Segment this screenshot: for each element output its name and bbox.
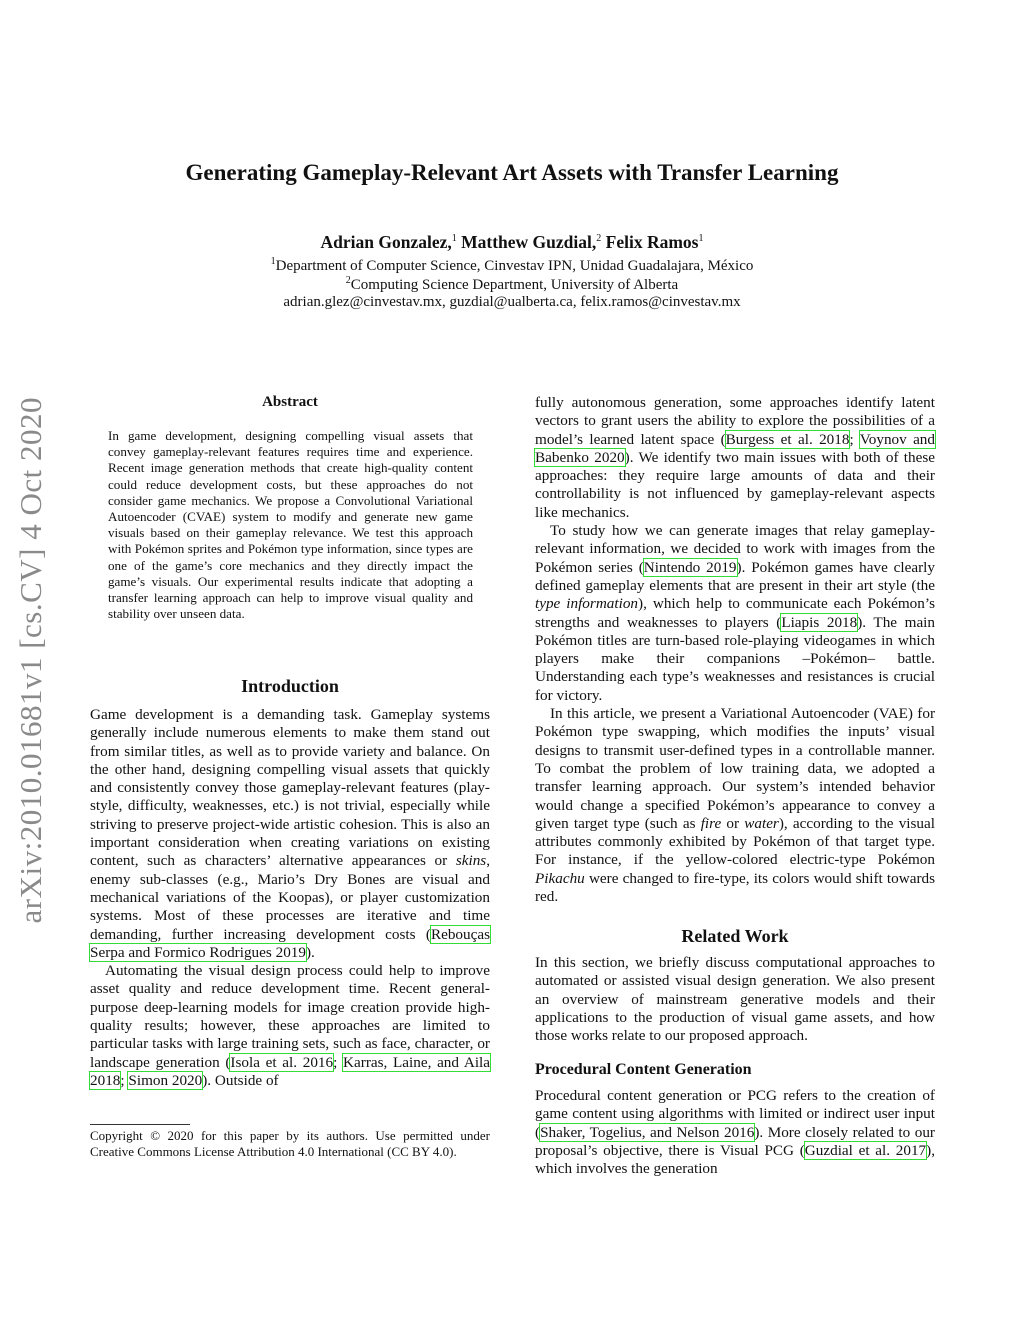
citation-link[interactable]: Nintendo 2019 — [643, 558, 737, 576]
citation-link[interactable]: Burgess et al. 2018 — [725, 430, 850, 448]
intro-p4-text-a: To study how we can generate images that relay gameplay-relevant information, we decided to work with images from the Pokémon series ( — [535, 522, 935, 576]
intro-paragraph-3 — [535, 394, 935, 522]
affiliation-1-mark: 1 — [270, 256, 276, 267]
intro-p5-text-c: were changed to fire-type, its colors would shift towards red. — [535, 869, 935, 906]
pcg-p1-text-c: ), which involves the generation — [535, 1141, 935, 1178]
citation-link[interactable]: Voynov and Babenko 2020 — [535, 430, 935, 466]
citation-separator: ; — [120, 1071, 129, 1089]
citation-link[interactable]: Liapis 2018 — [781, 613, 858, 631]
intro-paragraph-4 — [535, 522, 935, 705]
citation-link[interactable]: Rebouças Serpa and Formico Rodrigues 2019 — [90, 925, 490, 961]
intro-p5-or: or — [721, 814, 745, 832]
affiliation-1-text: Department of Computer Science, Cinvestav IPN, Unidad Guadalajara, México — [275, 258, 754, 274]
intro-p1-text-b: , enemy sub-classes (e.g., Mario’s Dry Bones are visual and mechanical variations of the Koopas), or player customization systems. Most of these processes are iterative and time demanding, further increasing development costs ( — [90, 852, 490, 943]
pcg-p1-text-a: Procedural content generation or PCG refers to the creation of game content using algorithms with limited or indirect user input ( — [535, 1087, 935, 1141]
intro-p1-emphasis: skins — [455, 852, 487, 870]
footnote-rule — [90, 1124, 190, 1125]
pcg-paragraph-1 — [535, 1087, 935, 1178]
copyright-footnote: Copyright © 2020 for this paper by its authors. Use permitted under Creative Commons License Attribution 4.0 International (CC BY 4.0). — [90, 1128, 490, 1159]
citation-separator: ; — [333, 1053, 344, 1071]
citation-link[interactable]: Karras, Laine, and Aila 2018 — [90, 1053, 490, 1089]
pcg-p1-text-b: ). More closely related to our proposal’s objective, there is Visual PCG ( — [535, 1123, 935, 1159]
author-2-affil: 2 — [596, 233, 602, 245]
intro-p5-text-a: In this article, we present a Variational Autoencoder (VAE) for Pokémon type swapping, which modifies the inputs’ visual designs to transmit user-defined types in a controllable manner. To combat the problem of low training data, we adopted a transfer learning approach. Our system’s intended behavior would change a specified Pokémon’s appearance to convey a given target type (such as — [535, 705, 935, 832]
author-emails: adrian.glez@cinvestav.mx, guzdial@ualberta.ca, felix.ramos@cinvestav.mx — [283, 294, 741, 310]
intro-p4-text-c: ), which help to communicate each Pokémon’s strengths and weaknesses to players ( — [535, 595, 935, 631]
citation-link[interactable]: Simon 2020 — [128, 1071, 203, 1089]
affiliation-1 — [100, 256, 924, 275]
pcg-subheading: Procedural Content Generation — [535, 1061, 752, 1078]
author-list — [100, 232, 924, 253]
intro-p5-emphasis-water: water — [744, 814, 779, 832]
author-3-affil: 1 — [698, 233, 704, 245]
affiliation-2-mark: 2 — [345, 275, 351, 286]
citation-link[interactable]: Shaker, Togelius, and Nelson 2016 — [540, 1123, 755, 1141]
affiliation-2-text: Computing Science Department, University of Alberta — [350, 277, 679, 293]
intro-p5-emphasis-fire: fire — [700, 814, 722, 832]
introduction-heading: Introduction — [241, 676, 339, 696]
author-1: Adrian Gonzalez, — [320, 232, 452, 252]
intro-p2-end: ). Outside of — [202, 1071, 279, 1089]
intro-p3-text-a: fully autonomous generation, some approaches identify latent vectors to grant users the ability to explore the possibilities of a model’s learned latent space ( — [535, 394, 935, 448]
related-work-body — [535, 954, 935, 1045]
paper-title: Generating Gameplay-Relevant Art Assets with Transfer Learning — [185, 160, 839, 185]
intro-p4-emphasis: type information — [535, 595, 639, 613]
author-2: Matthew Guzdial, — [461, 232, 597, 252]
citation-link[interactable]: Guzdial et al. 2017 — [804, 1141, 927, 1159]
intro-paragraph-1 — [90, 706, 490, 962]
abstract-text: In game development, designing compelling visual assets that convey gameplay-relevant features requires time and experience. Recent image generation methods that create high-quality content could reduce development costs, but these approaches do not consider game mechanics. We propose a Convolutional Variational Autoencoder (CVAE) system to modify and generate new game visuals based on their gameplay relevance. We test this approach with Pokémon sprites and Pokémon type information, since types are one of the game’s core mechanics and they directly impact the game’s visuals. Our experimental results indicate that adopting a transfer learning approach can help to improve visual quality and stability over unseen data. — [108, 428, 473, 622]
author-1-affil: 1 — [451, 233, 457, 245]
intro-paragraph-5 — [535, 705, 935, 906]
intro-p5-text-b: ), according to the visual attributes commonly exhibited by Pokémon of that target type. For instance, if the yellow-colored electric-type Pokémon — [535, 814, 935, 869]
arxiv-stamp — [6, 360, 56, 960]
related-work-heading: Related Work — [681, 926, 789, 946]
intro-p3-text-b: ). We identify two main issues with both of these approaches: they require large amounts of data and their controllability is not influenced by gameplay-relevant aspects like mechanics. — [535, 448, 935, 521]
intro-p4-text-d: ). The main Pokémon titles are turn-based role-playing videogames in which players make their companions –Pokémon– battle. Understanding each type’s weaknesses and resistances is crucial for victory. — [535, 613, 935, 704]
introduction-body — [90, 706, 490, 1090]
intro-p1-text-a: Game development is a demanding task. Gameplay systems generally include numerous elements to make them stand out from similar titles, as well as to provide variety and balance. On the other hand, designing compelling visual assets that quickly and consistently convey those gameplay-relevant features (play-style, difficulty, weaknesses, etc.) is not trivial, especially while striving to preserve project-wide artistic cohesion. This is also an important consideration when creating variations on existing content, such as characters’ alternative appearances or — [90, 706, 490, 870]
citation-link[interactable]: Isola et al. 2016 — [230, 1053, 334, 1071]
citation-separator: ; — [849, 430, 860, 448]
abstract-heading: Abstract — [262, 394, 318, 410]
right-column-body — [535, 394, 935, 906]
intro-paragraph-2 — [90, 962, 490, 1090]
intro-p5-emphasis-pikachu: Pikachu — [535, 869, 585, 887]
pcg-body — [535, 1087, 935, 1178]
intro-p2-text-a: Automating the visual design process could help to improve asset quality and reduce development time. Recent general-purpose deep-learning models for image creation provide high-quality results; however, these approaches are limited to particular tasks with large training sets, such as face, character, or landscape generation ( — [90, 962, 490, 1071]
author-3: Felix Ramos — [605, 232, 699, 252]
related-work-paragraph-1: In this section, we briefly discuss computational approaches to automated or assisted visual design generation. We also present an overview of mainstream generative models and their applications to the production of visual game assets, and how those works relate to our proposed approach. — [535, 954, 935, 1045]
intro-p4-text-b: ). Pokémon games have clearly defined gameplay elements that are present in their art style (the — [535, 558, 935, 594]
arxiv-identifier[interactable]: arXiv:2010.01681v1 [cs.CV] 4 Oct 2020 — [13, 396, 48, 924]
affiliation-2 — [100, 275, 924, 294]
intro-p1-end: ). — [305, 943, 315, 961]
